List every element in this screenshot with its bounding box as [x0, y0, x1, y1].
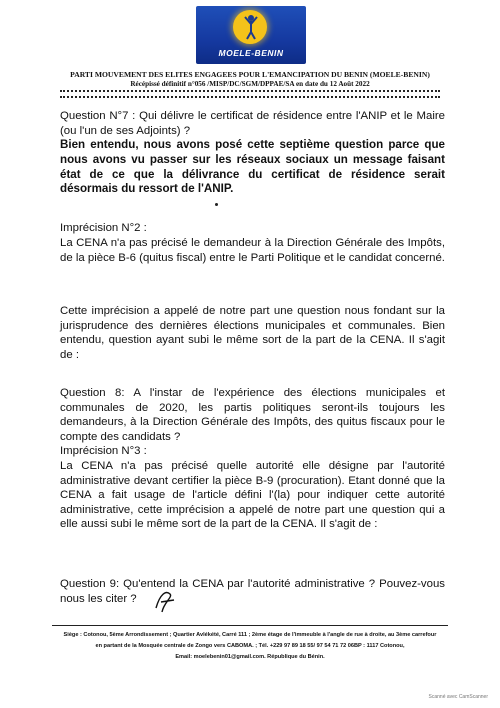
question-8: Question 8: A l'instar de l'expérience des élections municipales et communales de 2020, les partis politiques seront-ils toujours les demandeurs, à la Direction Générale des Impôts, des quitus fiscaux pour le compte des candidats ? — [60, 387, 445, 443]
footer-contact: en partant de la Mosquée centrale de Zongo vers CABOMA. ; Tél. +229 97 89 18 55/ 97 54 71 72 06BP : 1117 Cotonou, — [95, 643, 405, 649]
logo-name: MOELE-BENIN — [218, 48, 284, 58]
question-7: Question N°7 : Qui délivre le certificat de résidence entre l'ANIP et le Maire (ou l'un de ses Adjoints) ? — [60, 110, 445, 137]
imprecision-2-title: Imprécision N°2 : — [60, 222, 147, 234]
imprecision-2-text: La CENA n'a pas précisé le demandeur à la Direction Générale des Impôts, de la pièce B-6 (quitus fiscal) entre le Parti Politique et le candidat concerné. — [60, 237, 445, 264]
footer-email: Email: moelebenin01@gmail.com. République du Bénin. — [175, 654, 325, 660]
scanner-watermark: Scanné avec CamScanner — [428, 694, 488, 700]
handwritten-initials-icon — [152, 588, 178, 614]
star-separator — [60, 90, 440, 98]
registration-receipt: Récépissé définitif n°056 /MISP/DC/SGM/DPPAE/SA en date du 12 Août 2022 — [130, 80, 370, 88]
question-9: Question 9: Qu'entend la CENA par l'autorité administrative ? Pouvez-vous nous les citer ? — [60, 578, 445, 605]
footer-rule — [52, 625, 448, 626]
imprecision-3-title: Imprécision N°3 : — [60, 445, 147, 457]
imprecision-2-followup: Cette imprécision a appelé de notre part une question nous fondant sur la jurisprudence des dernières élections municipales et communales. Bien entendu, question ayant subi le même sort de la part de la CENA. Il s'agit de : — [60, 305, 445, 361]
question-7-answer: Bien entendu, nous avons posé cette septième question parce que nous avons vu passer sur les réseaux sociaux un message faisant état de ce que la délivrance du certificat de résidence serait désormais du ressort de l'ANIP. — [60, 138, 445, 196]
raised-arms-figure-icon — [243, 14, 259, 40]
party-name-heading: PARTI MOUVEMENT DES ELITES ENGAGEES POUR L'EMANCIPATION DU BENIN (MOELE-BENIN) — [70, 70, 430, 79]
party-logo — [196, 6, 306, 64]
imprecision-3-text: La CENA n'a pas précisé quelle autorité elle désigne par l'autorité administrative devant certifier la pièce B-9 (procuration). Etant donné que la CENA a fait usage de l'article défini l'(la) pour indiquer cette autorité administrative, cette imprécision a appelé de notre part une question qui a elle aussi subi le même sort de la part de la CENA. Il s'agit de : — [60, 460, 445, 531]
footer-address: Siège : Cotonou, 5ème Arrondissement ; Quartier Avlékété, Carré 111 ; 2ème étage de l'immeuble à l'angle de rue à droite, au 3ème carrefour — [63, 632, 437, 638]
ink-dot — [215, 203, 218, 206]
